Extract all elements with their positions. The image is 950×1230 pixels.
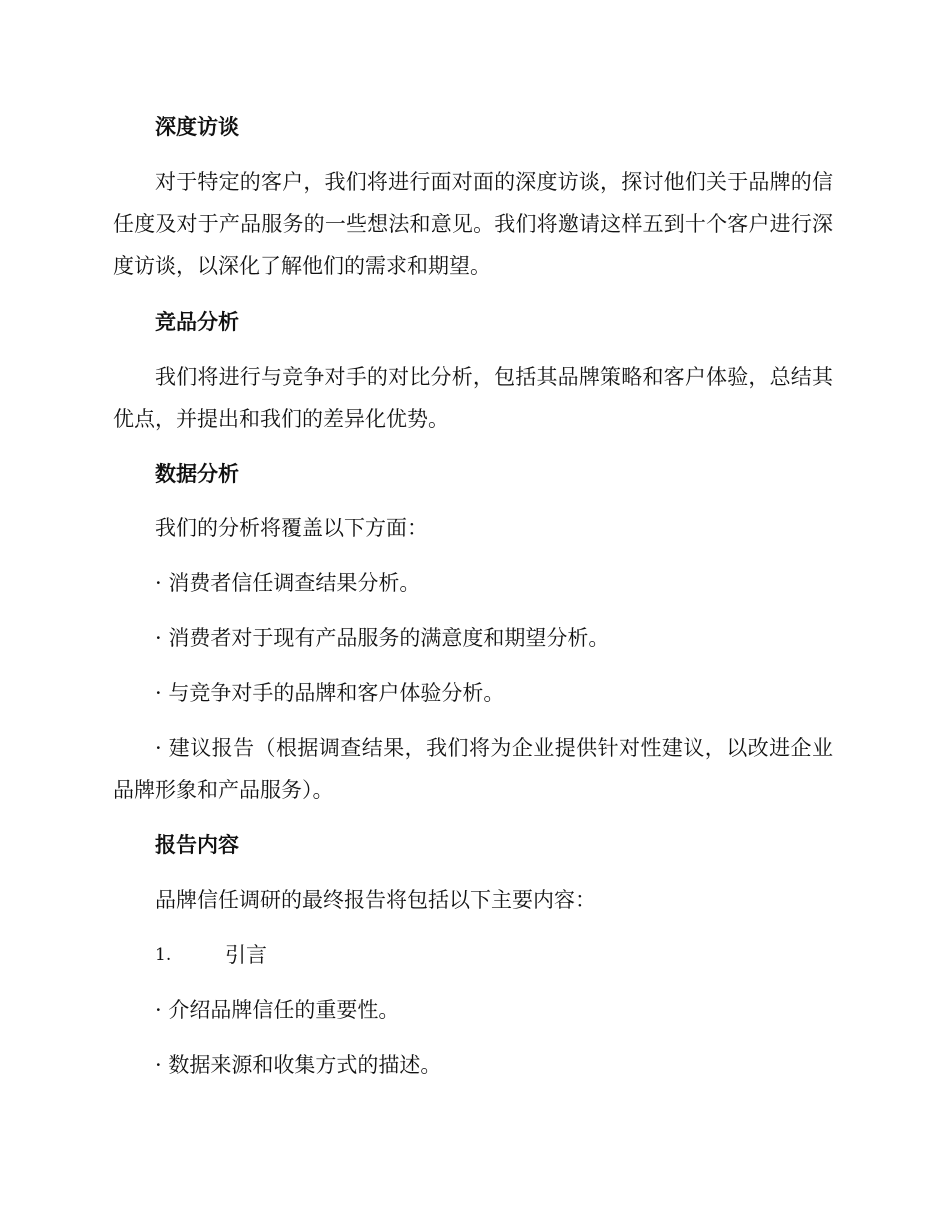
numbered-item-text: 引言 <box>225 943 267 967</box>
list-item: · 数据来源和收集方式的描述。 <box>155 1053 442 1077</box>
data-analysis-intro: 我们的分析将覆盖以下方面： <box>155 516 428 540</box>
list-item: · 消费者信任调查结果分析。 <box>155 571 421 595</box>
heading-report: 报告内容 <box>155 832 239 857</box>
list-item: · 介绍品牌信任的重要性。 <box>155 998 400 1022</box>
paragraph-competitor: 我们将进行与竞争对手的对比分析，包括其品牌策略和客户体验，总结其优点，并提出和我们的差异化优势。 <box>113 365 833 431</box>
numbered-item-number: 1. <box>155 945 172 965</box>
list-item: · 建议报告（根据调查结果，我们将为企业提供针对性建议，以改进企业品牌形象和产品服务）。 <box>113 736 833 802</box>
list-item: · 与竞争对手的品牌和客户体验分析。 <box>155 681 505 705</box>
list-item: · 消费者对于现有产品服务的满意度和期望分析。 <box>155 626 610 650</box>
heading-competitor: 竞品分析 <box>155 309 239 334</box>
heading-interview: 深度访谈 <box>155 114 239 139</box>
heading-data-analysis: 数据分析 <box>155 461 239 486</box>
paragraph-interview: 对于特定的客户，我们将进行面对面的深度访谈，探讨他们关于品牌的信任度及对于产品服务的一些想法和意见。我们将邀请这样五到十个客户进行深度访谈，以深化了解他们的需求和期望。 <box>113 170 833 278</box>
report-intro: 品牌信任调研的最终报告将包括以下主要内容： <box>155 888 596 912</box>
